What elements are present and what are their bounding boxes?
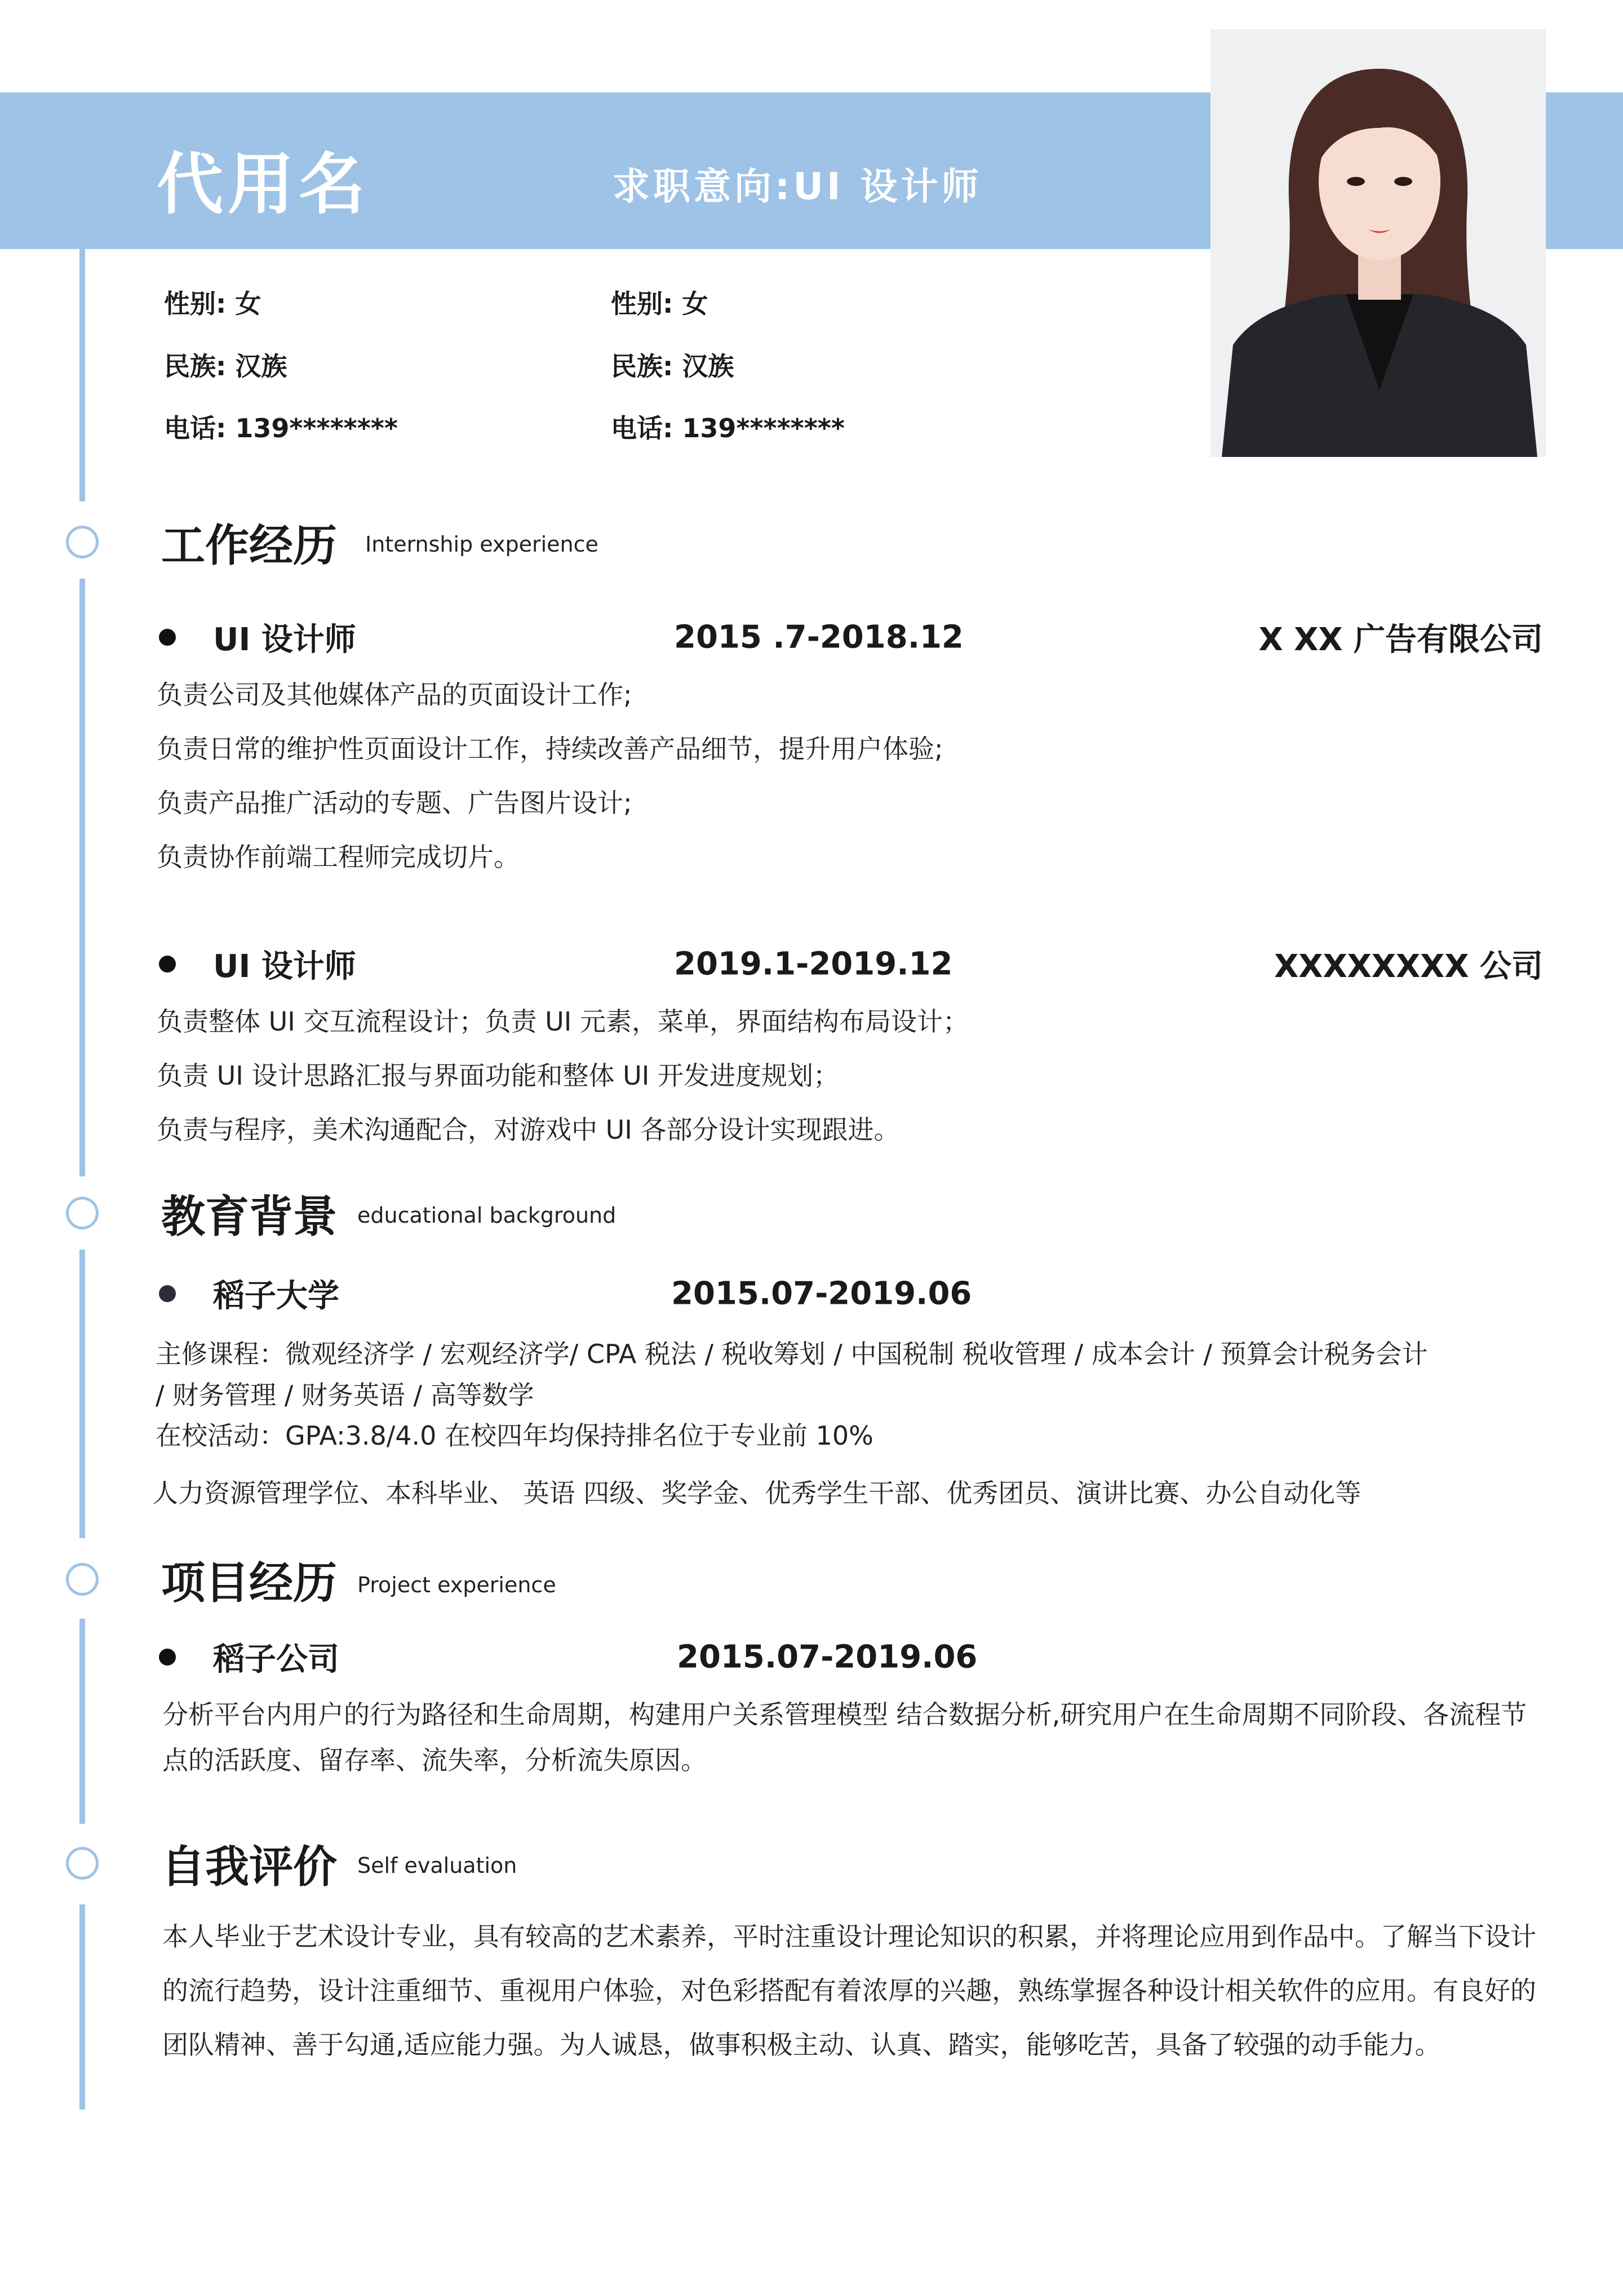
section-subtitle-education: educational background (357, 1203, 617, 1228)
timeline-node-icon (66, 1197, 99, 1229)
bullet-icon (159, 1285, 176, 1302)
job-role: UI 设计师 (213, 948, 356, 985)
info-phone-left: 电话: 139******** (164, 413, 398, 443)
job-date: 2019.1-2019.12 (674, 945, 953, 983)
section-title-work: 工作经历 (161, 521, 338, 571)
timeline-line (79, 1250, 85, 1538)
section-title-education: 教育背景 (161, 1192, 338, 1242)
timeline-node-icon (66, 526, 99, 558)
bullet-icon (159, 956, 176, 972)
job-duty: 负责 UI 设计思路汇报与界面功能和整体 UI 开发进度规划； (157, 1060, 839, 1091)
school-name: 稻子大学 (213, 1278, 339, 1314)
section-subtitle-self: Self evaluation (357, 1853, 517, 1878)
section-title-self: 自我评价 (161, 1842, 338, 1893)
timeline-line (79, 1904, 85, 2110)
job-duty: 负责日常的维护性页面设计工作，持续改善产品细节，提升用户体验; (157, 734, 943, 764)
info-ethnicity-right: 民族: 汉族 (611, 351, 734, 381)
job-duty: 负责协作前端工程师完成切片。 (157, 842, 520, 872)
bullet-icon (159, 629, 176, 646)
timeline-line (79, 579, 85, 1176)
job-role: UI 设计师 (213, 621, 356, 658)
project-name: 稻子公司 (213, 1641, 339, 1678)
job-company: X XX 广告有限公司 (1258, 621, 1543, 658)
info-gender-right: 性别: 女 (611, 288, 708, 319)
job-date: 2015 .7-2018.12 (674, 619, 964, 656)
education-courses-cont: / 财务管理 / 财务英语 / 高等数学 (156, 1380, 534, 1410)
job-duty: 负责整体 UI 交互流程设计；负责 UI 元素，菜单，界面结构布局设计； (157, 1006, 969, 1037)
timeline-line (79, 249, 85, 501)
profile-photo (1210, 29, 1546, 457)
education-activities: 在校活动：GPA:3.8/4.0 在校四年均保持排名位于专业前 10% (156, 1420, 873, 1451)
header-band-right (1546, 92, 1623, 249)
timeline-node-icon (66, 1847, 99, 1880)
self-evaluation-text: 本人毕业于艺术设计专业，具有较高的艺术素养，平时注重设计理论知识的积累，并将理论应用到作品中。了解当下设计的流行趋势，设计注重细节、重视用户体验，对色彩搭配有着浓厚的兴趣，熟练掌握各种设计相关软件的应用。有良好的团队精神、善于勾通,适应能力强。为人诚恳，做事积极主动、认真、踏实，能够吃苦，具备了较强的动手能力。 (162, 1921, 1536, 2060)
job-duty: 负责产品推广活动的专题、广告图片设计; (157, 788, 632, 818)
job-duty: 负责与程序，美术沟通配合，对游戏中 UI 各部分设计实现跟进。 (157, 1114, 900, 1145)
timeline-node-icon (66, 1563, 99, 1596)
section-subtitle-project: Project experience (357, 1573, 556, 1597)
info-ethnicity-left: 民族: 汉族 (164, 351, 287, 381)
job-duty: 负责公司及其他媒体产品的页面设计工作; (157, 680, 632, 710)
timeline-line (79, 1619, 85, 1824)
info-phone-right: 电话: 139******** (611, 413, 845, 443)
bullet-icon (159, 1649, 176, 1666)
school-date: 2015.07-2019.06 (671, 1275, 972, 1312)
project-description: 分析平台内用户的行为路径和生命周期，构建用户关系管理模型 结合数据分析,研究用户在生命周期不同阶段、各流程节点的活跃度、留存率、流失率，分析流失原因。 (162, 1699, 1527, 1775)
section-title-project: 项目经历 (161, 1558, 338, 1609)
section-subtitle-work: Internship experience (365, 532, 598, 557)
project-date: 2015.07-2019.06 (677, 1638, 978, 1676)
job-company: XXXXXXXX 公司 (1274, 948, 1543, 985)
education-courses: 主修课程：微观经济学 / 宏观经济学/ CPA 税法 / 税收筹划 / 中国税制 税收管理 / 成本会计 / 预算会计税务会计 (156, 1339, 1428, 1369)
education-honors: 人力资源管理学位、本科毕业、 英语 四级、奖学金、优秀学生干部、优秀团员、演讲比赛、办公自动化等 (152, 1478, 1362, 1508)
candidate-name: 代用名 (157, 145, 370, 223)
job-intent: 求职意向:UI 设计师 (613, 165, 982, 208)
info-gender-left: 性别: 女 (164, 288, 261, 319)
